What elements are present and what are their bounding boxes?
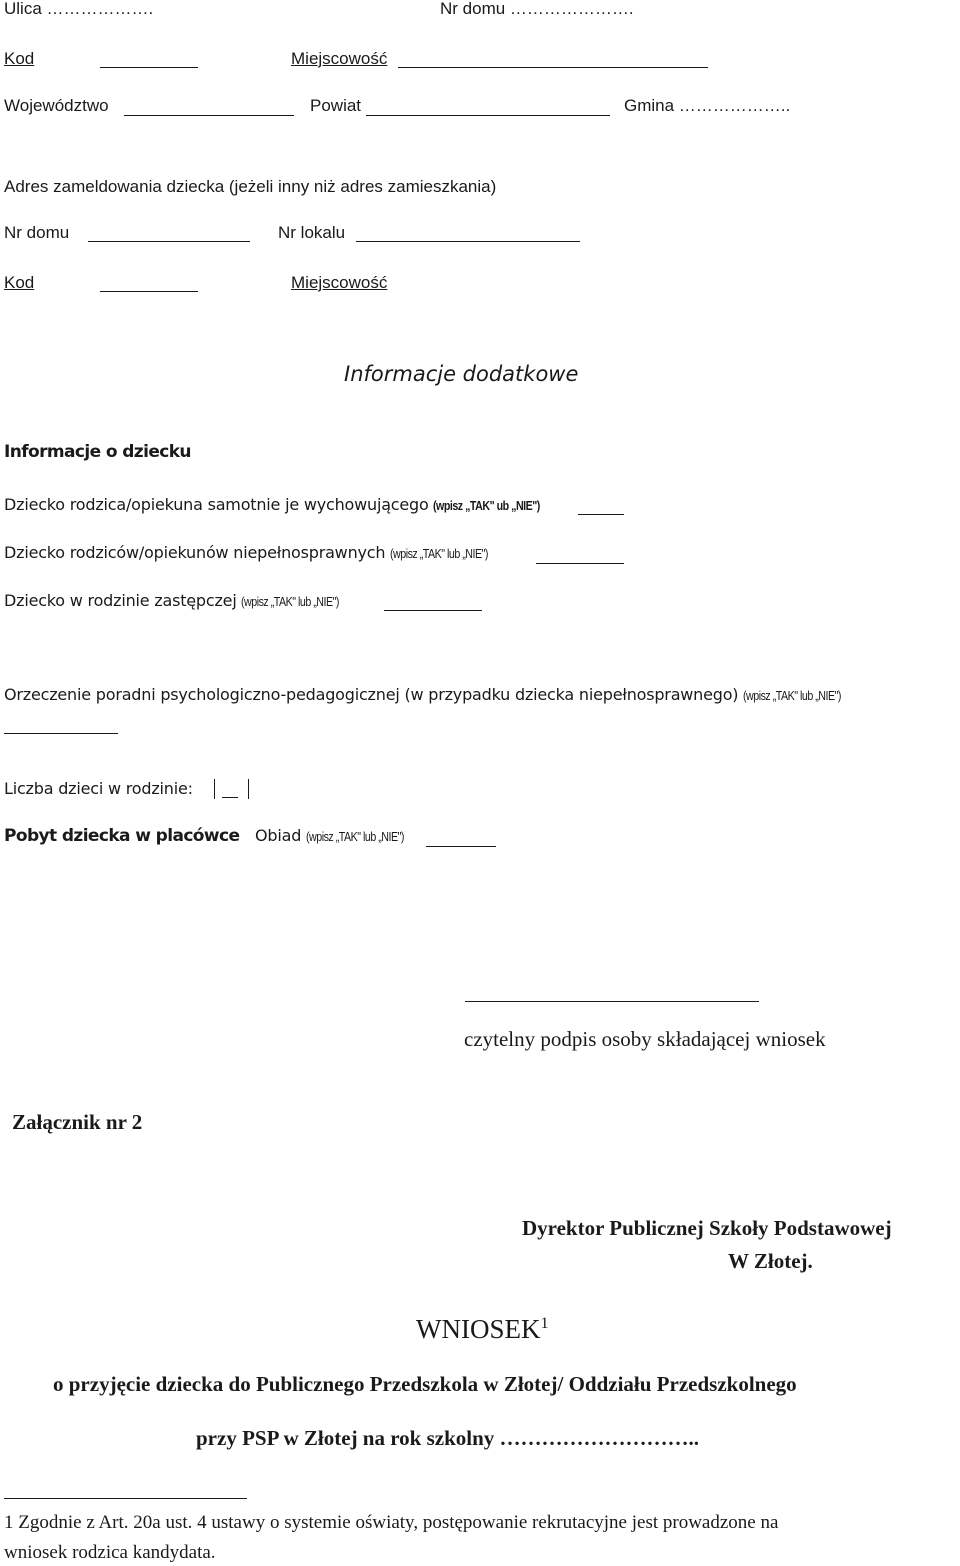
addressee-line-1: Dyrektor Publicznej Szkoły Podstawowej — [522, 1216, 892, 1240]
lunch-question — [255, 828, 426, 844]
town-label: Miejscowość — [291, 49, 388, 68]
registered-postal-code-field[interactable] — [100, 291, 198, 292]
footnote-reference: 1 — [540, 1314, 549, 1332]
foster-family-question — [4, 593, 361, 609]
application-title-text: WNIOSEK — [416, 1314, 541, 1344]
postal-code-label: Kod — [4, 49, 35, 68]
disabled-parents-question — [4, 545, 510, 561]
flat-number-field[interactable] — [356, 241, 580, 242]
application-title — [416, 1316, 549, 1343]
children-count-box-left — [214, 779, 215, 799]
signature-caption: czytelny podpis osoby składającej wniosek — [464, 1027, 826, 1051]
ppp-certificate-answer[interactable] — [4, 733, 118, 734]
registered-house-number-label: Nr domu — [4, 223, 70, 242]
foster-family-hint: (wpisz „TAK" lub „NIE") — [241, 594, 340, 609]
house-number-label: Nr domu …………………. — [440, 0, 634, 18]
single-parent-question — [4, 497, 564, 513]
child-info-heading: Informacje o dziecku — [4, 442, 191, 462]
commune-label: Gmina ……………….. — [624, 96, 791, 115]
voivodeship-label: Województwo — [4, 96, 109, 115]
registered-address-heading: Adres zameldowania dziecka (jeżeli inny niż adres zamieszkania) — [4, 177, 497, 196]
street-label: Ulica ………………. — [4, 0, 154, 18]
registered-town-label: Miejscowość — [291, 273, 388, 292]
addressee-line-2: W Złotej. — [728, 1249, 813, 1273]
stay-heading: Pobyt dziecka w placówce — [4, 826, 240, 846]
signature-line[interactable] — [465, 1001, 759, 1002]
children-count-label: Liczba dzieci w rodzinie: — [4, 779, 193, 798]
town-field[interactable] — [398, 67, 708, 68]
application-subtitle-2: przy PSP w Złotej na rok szkolny ……………………….. — [196, 1426, 700, 1450]
registered-house-number-field[interactable] — [88, 241, 250, 242]
ppp-certificate-question — [4, 687, 863, 703]
additional-info-title: Informacje dodatkowe — [344, 362, 579, 386]
flat-number-label: Nr lokalu — [278, 223, 346, 242]
district-field[interactable] — [366, 115, 610, 116]
disabled-parents-hint: (wpisz „TAK" lub „NIE") — [390, 546, 489, 561]
footnote-separator — [4, 1498, 247, 1499]
single-parent-hint: (wpisz „TAK" ub „NIE") — [433, 498, 541, 513]
voivodeship-field[interactable] — [124, 115, 294, 116]
foster-family-answer[interactable] — [384, 610, 482, 611]
disabled-parents-text: Dziecko rodziców/opiekunów niepełnosprawnych — [4, 543, 386, 562]
lunch-label: Obiad — [255, 826, 302, 845]
ppp-certificate-text: Orzeczenie poradni psychologiczno-pedagogicznej (w przypadku dziecka niepełnosprawnego) — [4, 685, 739, 704]
postal-code-field[interactable] — [100, 67, 198, 68]
footnote-line-1: 1 Zgodnie z Art. 20a ust. 4 ustawy o systemie oświaty, postępowanie rekrutacyjne jest prowadzone na — [4, 1512, 779, 1533]
foster-family-text: Dziecko w rodzinie zastępczej — [4, 591, 237, 610]
district-label: Powiat — [310, 96, 362, 115]
attachment-title: Załącznik nr 2 — [12, 1110, 143, 1134]
ppp-certificate-hint: (wpisz „TAK" lub „NIE") — [743, 688, 842, 703]
disabled-parents-answer[interactable] — [536, 563, 624, 564]
children-count-box-right — [248, 779, 249, 799]
lunch-answer[interactable] — [426, 846, 496, 847]
lunch-hint: (wpisz „TAK" lub „NIE") — [306, 829, 405, 844]
single-parent-answer[interactable] — [578, 514, 624, 515]
single-parent-text: Dziecko rodzica/opiekuna samotnie je wychowującego — [4, 495, 429, 514]
registered-postal-code-label: Kod — [4, 273, 35, 292]
children-count-field[interactable] — [222, 797, 238, 798]
application-subtitle-1: o przyjęcie dziecka do Publicznego Przedszkola w Złotej/ Oddziału Przedszkolnego — [53, 1372, 797, 1396]
footnote-line-2: wniosek rodzica kandydata. — [4, 1542, 216, 1563]
